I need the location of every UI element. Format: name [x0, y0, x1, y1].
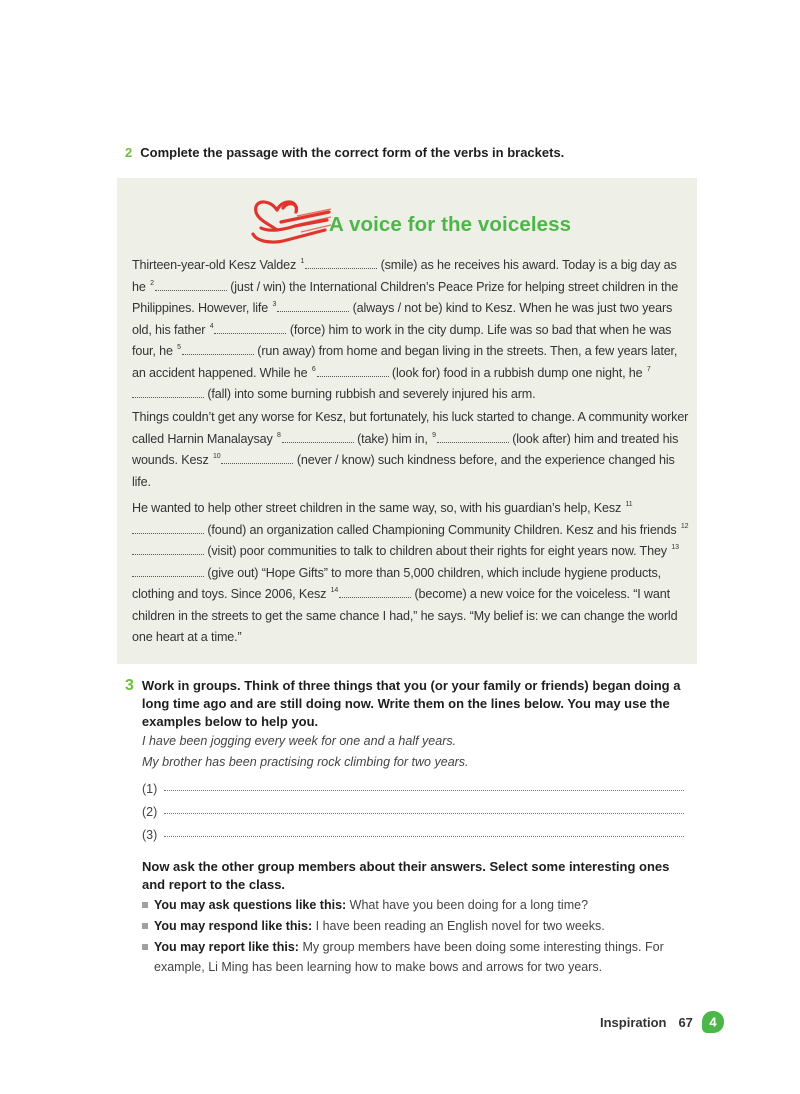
- exercise-3: [125, 677, 690, 977]
- tip-bullet: [142, 916, 690, 936]
- square-bullet-icon: [142, 923, 148, 929]
- tip-text: What have you been doing for a long time?: [349, 898, 589, 912]
- line-label: (2): [142, 805, 158, 819]
- answer-blank-7[interactable]: [132, 385, 204, 398]
- writing-line[interactable]: [164, 790, 684, 791]
- blank-number: 12: [680, 522, 689, 530]
- tip-label: You may report like this:: [154, 940, 299, 954]
- page-number: 67: [678, 1014, 693, 1030]
- line-label: (3): [142, 828, 158, 842]
- passage-text: (just / win) the International Children’s Peace Prize for helping street children in the Philippines. However, life: [132, 279, 679, 315]
- blank-number: 1: [300, 258, 305, 265]
- passage-text: Thirteen-year-old Kesz Valdez: [132, 258, 297, 272]
- answer-line-1[interactable]: [142, 773, 690, 796]
- page-footer: [600, 1008, 725, 1036]
- exercise-number: 3: [125, 677, 134, 694]
- passage-text: (visit) poor communities to talk to children about their rights for eight years now. They: [207, 544, 667, 558]
- section-name: Inspiration: [600, 1014, 667, 1030]
- exercise-number: 2: [125, 145, 133, 160]
- writing-line[interactable]: [164, 836, 684, 837]
- tip-label: You may ask questions like this:: [154, 898, 347, 912]
- blank-number: 4: [209, 322, 214, 330]
- answer-blank-10[interactable]: [221, 451, 293, 464]
- answer-blank-9[interactable]: [437, 430, 509, 443]
- unit-number: 4: [709, 1014, 717, 1030]
- answer-blank-8[interactable]: [282, 430, 354, 443]
- answer-blank-5[interactable]: [182, 342, 254, 355]
- tip-bullet: [142, 895, 690, 915]
- passage-text: (smile) as he receives his award. Today is a big day as he: [132, 258, 677, 294]
- passage-text: (force) him to work in the city dump. Life was so bad that when he was four, he: [132, 322, 672, 358]
- blank-number: 3: [272, 301, 277, 308]
- passage-text: (run away) from home and began living in the streets. Then, a few years later, an accident happened. While he: [132, 344, 678, 380]
- sub-instruction: Now ask the other group members about their answers. Select some interesting ones and report to the class.: [142, 859, 670, 892]
- answer-blank-4[interactable]: [214, 321, 286, 334]
- blank-number: 10: [212, 453, 221, 460]
- passage-paragraph-1: [132, 255, 692, 406]
- passage-paragraph-2: [132, 407, 692, 493]
- unit-badge: [701, 1010, 725, 1034]
- passage-text: (take) him in,: [357, 431, 428, 446]
- passage-title: A voice for the voiceless: [329, 213, 572, 236]
- blank-number: 7: [646, 365, 651, 373]
- passage-text: He wanted to help other street children in the same way, so, with his guardian’s help, Kesz: [132, 501, 622, 515]
- passage-text: Things couldn’t get any worse for Kesz, but fortunately, his luck started to change. A community worker called Harnin Manalaysay: [132, 410, 689, 446]
- square-bullet-icon: [142, 902, 148, 908]
- example-sentence: My brother has been practising rock climbing for two years.: [142, 755, 469, 769]
- exercise-3-body: [142, 731, 690, 977]
- passage-text: (give out) “Hope Gifts” to more than 5,000 children, which include hygiene products, clothing and toys. Since 2006, Kesz: [132, 565, 661, 601]
- answer-blank-1[interactable]: [305, 256, 377, 269]
- passage-text: (found) an organization called Championing Community Children. Kesz and his friends: [207, 522, 677, 537]
- answer-blank-6[interactable]: [317, 364, 389, 377]
- line-label: (1): [142, 782, 158, 796]
- blank-number: 6: [311, 365, 316, 373]
- passage-paragraph-3: [132, 498, 692, 649]
- tip-label: You may respond like this:: [154, 919, 313, 933]
- passage-title-row: [247, 188, 571, 250]
- tip-text: My group members have been doing some interesting things. For example, Li Ming has been learning how to make bows and arrows for two years.: [154, 940, 664, 974]
- passage-text: (never / know) such kindness before, and the experience changed his life.: [132, 453, 675, 489]
- blank-number: 8: [276, 431, 281, 439]
- tip-bullet: [142, 937, 690, 977]
- blank-number: 13: [671, 544, 679, 551]
- exercise-3-heading: [125, 677, 690, 731]
- answer-blank-12[interactable]: [132, 542, 204, 555]
- answer-blank-3[interactable]: [277, 299, 349, 312]
- blank-number: 2: [150, 279, 154, 287]
- answer-blank-13[interactable]: [132, 564, 204, 577]
- square-bullet-icon: [142, 944, 148, 950]
- answer-line-3[interactable]: [142, 819, 690, 842]
- exercise-2-heading: [125, 144, 564, 162]
- blank-number: 9: [432, 431, 436, 439]
- exercise-instruction: Complete the passage with the correct form of the verbs in brackets.: [140, 145, 565, 160]
- blank-number: 14: [330, 587, 339, 594]
- passage-text: (become) a new voice for the voiceless. “I want children in the streets to get the same chance I had,” he says. “My belief is: we can change the world one heart at a time.”: [132, 587, 678, 644]
- example-sentence: I have been jogging every week for one and a half years.: [142, 734, 457, 748]
- passage-panel: [117, 178, 697, 664]
- passage-text: (look after) him and treated his wounds. Kesz: [132, 431, 679, 467]
- answer-blank-14[interactable]: [339, 585, 411, 598]
- blank-number: 5: [177, 344, 181, 351]
- exercise-instruction: Work in groups. Think of three things that you (or your family or friends) began doing a long time ago and are still doing now. Write them on the lines below. You may use the examples below to help you.: [141, 678, 681, 729]
- passage-text: (fall) into some burning rubbish and severely injured his arm.: [207, 387, 536, 401]
- answer-line-2[interactable]: [142, 796, 690, 819]
- heart-hand-logo-icon: [247, 190, 337, 248]
- answer-blank-2[interactable]: [155, 278, 227, 291]
- passage-text: (look for) food in a rubbish dump one night, he: [391, 365, 643, 380]
- answer-blank-11[interactable]: [132, 521, 204, 534]
- writing-line[interactable]: [164, 813, 684, 814]
- tip-text: I have been reading an English novel for two weeks.: [315, 919, 605, 933]
- blank-number: 11: [625, 501, 633, 508]
- passage-text: (always / not be) kind to Kesz. When he was just two years old, his father: [132, 301, 673, 337]
